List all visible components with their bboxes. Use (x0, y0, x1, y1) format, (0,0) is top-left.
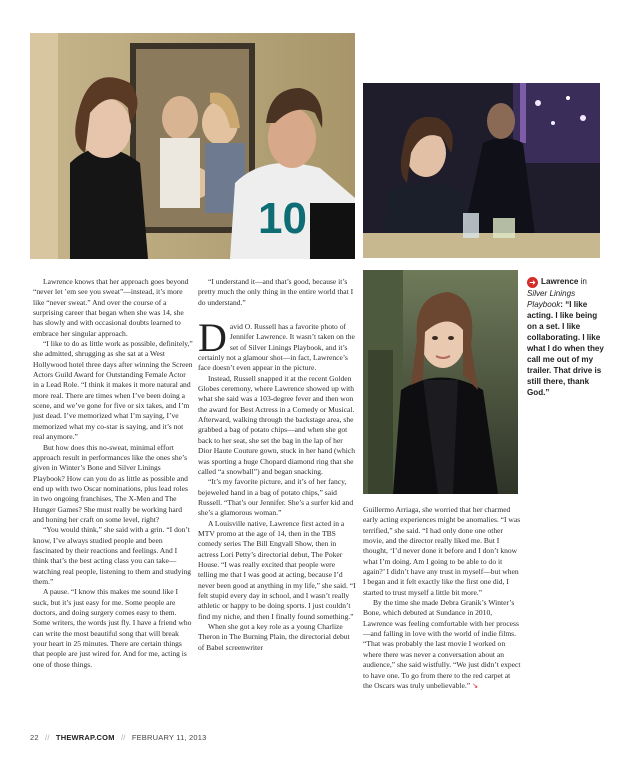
paragraph: Lawrence knows that her approach goes beyond “never let ’em see you sweat”—instead, it’s more like “never sweat.” And over the course of a surprising career that began when she was 14, she has slowly and with occasional doubts learned to embrace her singular approach. (33, 277, 189, 338)
page-footer (30, 733, 207, 742)
footer-separator: // (45, 733, 50, 742)
column-1 (33, 277, 193, 670)
column-2 (198, 277, 356, 653)
paragraph: A pause. “I know this makes me sound like I suck, but it’s just easy for me. Some people are doctors, and doing surgery comes easy to them. Some writers, the words just fly. I have a friend who can write the most beautiful song that will break your heart in 25 minutes. There are certain things that people are just wired for. And for me, acting is one of those things. (33, 587, 192, 669)
paragraph: “I like to do as little work as possible, definitely,” she admitted, shrugging as she sat at a West Hollywood hotel three days after winning the Screen Actors Guild Award for Outstanding Female Actor in a Lead Role. “I think it makes it more natural and more real. There are times when I’ve been doing a scene, and we’ve gone for five or six takes, and I’m just dead. I’ve memorized what I’m saying, I’ve memorized what my co-star is saying, and it’s not real anymore.” (33, 339, 193, 442)
caption-in: in (580, 277, 587, 286)
drop-cap: D (198, 315, 227, 361)
photo-portrait (363, 270, 518, 494)
end-mark-icon: ↘ (471, 680, 479, 690)
arrow-right-icon: ➜ (527, 277, 538, 288)
paragraph (363, 598, 521, 691)
paragraph: But how does this no-sweat, minimal effort approach result in performances like the ones she’s given in Winter’s Bone and Silver Linings Playbook? How can you do as little as possible and end up with two Oscar nominations, plus lead roles in two ongoing franchises, The X-Men and The Hunger Games? She must really be working hard and honing her craft on some level, right? (33, 442, 188, 524)
paragraph-continued: “I understand it—and that’s good, because it’s pretty much the only thing in the entire world that I do understand.” (198, 277, 354, 307)
paragraph-text: By the time she made Debra Granik’s Winter’s Bone, which debuted at Sundance in 2010, Lawrence was feeling comfortable with her process—and falling in love with the world of indie films. “That was probably the last movie I worked on where there was never a conversation about an audience,” she said wistfully. “We just didn’t expect to have one. To go from there to the red carpet at the Oscars was truly unbelievable.” (363, 598, 521, 690)
photo-caption (527, 276, 607, 398)
issue-date: FEBRUARY 11, 2013 (131, 733, 207, 742)
paragraph: “It’s my favorite picture, and it’s of her fancy, bejeweled hand in a bag of potato chips,” said Russell. “That’s our Jennifer. She’s a surfer kid and she’s a glamorous woman.” (198, 477, 354, 518)
paragraph-lead (198, 315, 356, 374)
paragraph: Instead, Russell snapped it at the recent Golden Globes ceremony, where Lawrence showed up with what she said was a 103-degree fever and then won the award for Best Actress in a Comedy or Musical. Afterward, walking through the backstage area, she grabbed a bag of potato chips—and when she got back to her seat, she set the bag in the lap of her Dior Haute Couture gown, stuck in her hand (which was sporting a huge Chopard diamond ring that she called “a snowball”) and began snacking. (198, 373, 355, 476)
photo-night-table-scene (363, 83, 600, 258)
paragraph: “You would think,” she said with a grin. “I don’t know, I’ve always studied people and been fascinated by their reactions and feelings. And I think that’s the best acting class you can take—watching real people, listening to them and studying them.” (33, 525, 192, 586)
page-number: 22 (30, 733, 39, 742)
footer-separator: // (120, 733, 126, 742)
paragraph: A Louisville native, Lawrence first acted in a MTV promo at the age of 14, then in the TBS comedy series The Bill Engvall Show, then in actress Lori Petty’s directorial debut, The Poker House. “I was really excited that people were telling me that I was good at acting, because I’d never been good at anything in my life,” she said. “I felt stupid every day in school, and I wasn’t really athletic or happy to be doing sports. I just couldn’t find my niche, and then I finally found something.” (198, 518, 356, 621)
caption-name: Lawrence (541, 277, 579, 286)
paragraph: Guillermo Arriaga, she worried that her charmed early acting experiences might be anomalies. “I was terrified,” she said. “I had only done one other movie, and the director really liked me. But I thought, ‘I’d never done it before and I don’t know what I’m doing. Am I going to be able to do it again?’ I didn’t have any trust in myself—but when I began and it felt exactly like the first one did, I started to trust myself a little bit more.” (363, 505, 521, 597)
svg-text:10: 10 (258, 194, 307, 243)
lead-text: avid O. Russell has a favorite photo of Jennifer Lawrence. It wasn’t taken on the set of Silver Linings Playbook, and it’s certainly not a glamour shot—in fact, Lawrence’s face doesn’t even appear in the picture. (198, 322, 355, 373)
caption-quote: : “I like acting. I like being on a set. I like collaborating. I like what I do when they call me out of my trailer. That drive is still there, thank God.” (527, 300, 604, 397)
column-3 (363, 505, 521, 691)
photo-kitchen-scene (30, 33, 355, 259)
caption-film: Silver Linings Playbook (527, 289, 576, 309)
site-name: THEWRAP.COM (55, 733, 115, 742)
paragraph: When she got a key role as a young Charlize Theron in The Burning Plain, the directorial debut of Babel screenwriter (198, 622, 350, 652)
